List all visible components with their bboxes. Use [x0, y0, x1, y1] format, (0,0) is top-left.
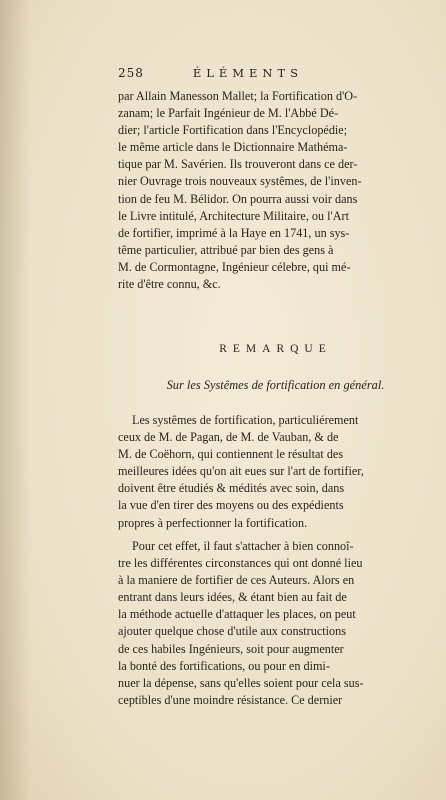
gutter-shadow — [0, 0, 30, 800]
text-line: par Allain Manesson Mallet; la Fortification d'O- — [118, 89, 358, 103]
text-line: M. de Coëhorn, qui contiennent le résultat des — [118, 447, 344, 462]
text-line: à la maniere de fortifier de ces Auteurs. Alors en — [118, 573, 355, 588]
text-line: entrant dans leurs idées, & étant bien au fait de — [118, 590, 347, 605]
text-line: tre les différentes circonstances qui ont donné lieu — [118, 556, 363, 571]
text-line: nier Ouvrage trois nouveaux systêmes, de l'inven- — [118, 174, 362, 189]
text-line: tique par M. Savérien. Ils trouveront dans ce der- — [118, 157, 358, 172]
text-line: doivent être étudiés & médités avec soin, dans — [118, 481, 345, 496]
text-line: Pour cet effet, il faut s'attacher à bien connoî- — [132, 539, 354, 553]
paragraph-bibliography — [118, 88, 433, 293]
text-line: nuer la dépense, sans qu'elles soient pour cela sus- — [118, 675, 364, 690]
text-line: le même article dans le Dictionnaire Mathéma- — [118, 140, 348, 155]
text-line: la méthode actuelle d'attaquer les places, on peut — [118, 607, 356, 622]
text-line: le Livre intitulé, Architecture Militaire, ou l'Art — [118, 208, 349, 223]
text-line: tême particulier, attribué par bien des gens à — [118, 242, 334, 257]
text-line: de fortifier, imprimé à la Haye en 1741, un sys- — [118, 225, 350, 240]
text-line: ceptibles d'une moindre résistance. Ce dernier — [118, 692, 343, 707]
paragraph-method — [118, 538, 433, 709]
section-subtitle: Sur les Systêmes de fortification en général. — [166, 378, 385, 392]
text-line: la vue d'en tirer des moyens ou des expédients — [118, 498, 344, 513]
text-line: dier; l'article Fortification dans l'Encyclopédie; — [118, 123, 348, 138]
paragraph-systems — [118, 412, 433, 532]
text-line: la bonté des fortifications, ou pour en dimi- — [118, 658, 330, 673]
text-line: de ces habiles Ingénieurs, soit pour augmenter — [118, 641, 344, 656]
text-line: ajouter quelque chose d'utile aux constructions — [118, 624, 346, 639]
text-line: propres à perfectionner la fortification. — [118, 515, 308, 530]
text-line: tion de feu M. Bélidor. On pourra aussi voir dans — [118, 191, 358, 206]
text-line: M. de Cormontagne, Ingénieur célebre, qui mé- — [118, 259, 351, 274]
text-line: Les systêmes de fortification, particuliérement — [132, 413, 359, 427]
text-line: rite d'être connu, &c. — [118, 277, 221, 292]
text-line: zanam; le Parfait Ingénieur de M. l'Abbé Dé- — [118, 106, 339, 121]
section-heading: REMARQUE — [219, 343, 332, 355]
running-title: ÉLÉMENTS — [192, 66, 304, 80]
text-line: ceux de M. de Pagan, de M. de Vauban, & de — [118, 430, 339, 445]
page-header — [118, 66, 418, 80]
text-line: meilleures idées qu'on ait eues sur l'art de fortifier, — [118, 464, 364, 479]
page-number: 258 — [118, 66, 144, 80]
